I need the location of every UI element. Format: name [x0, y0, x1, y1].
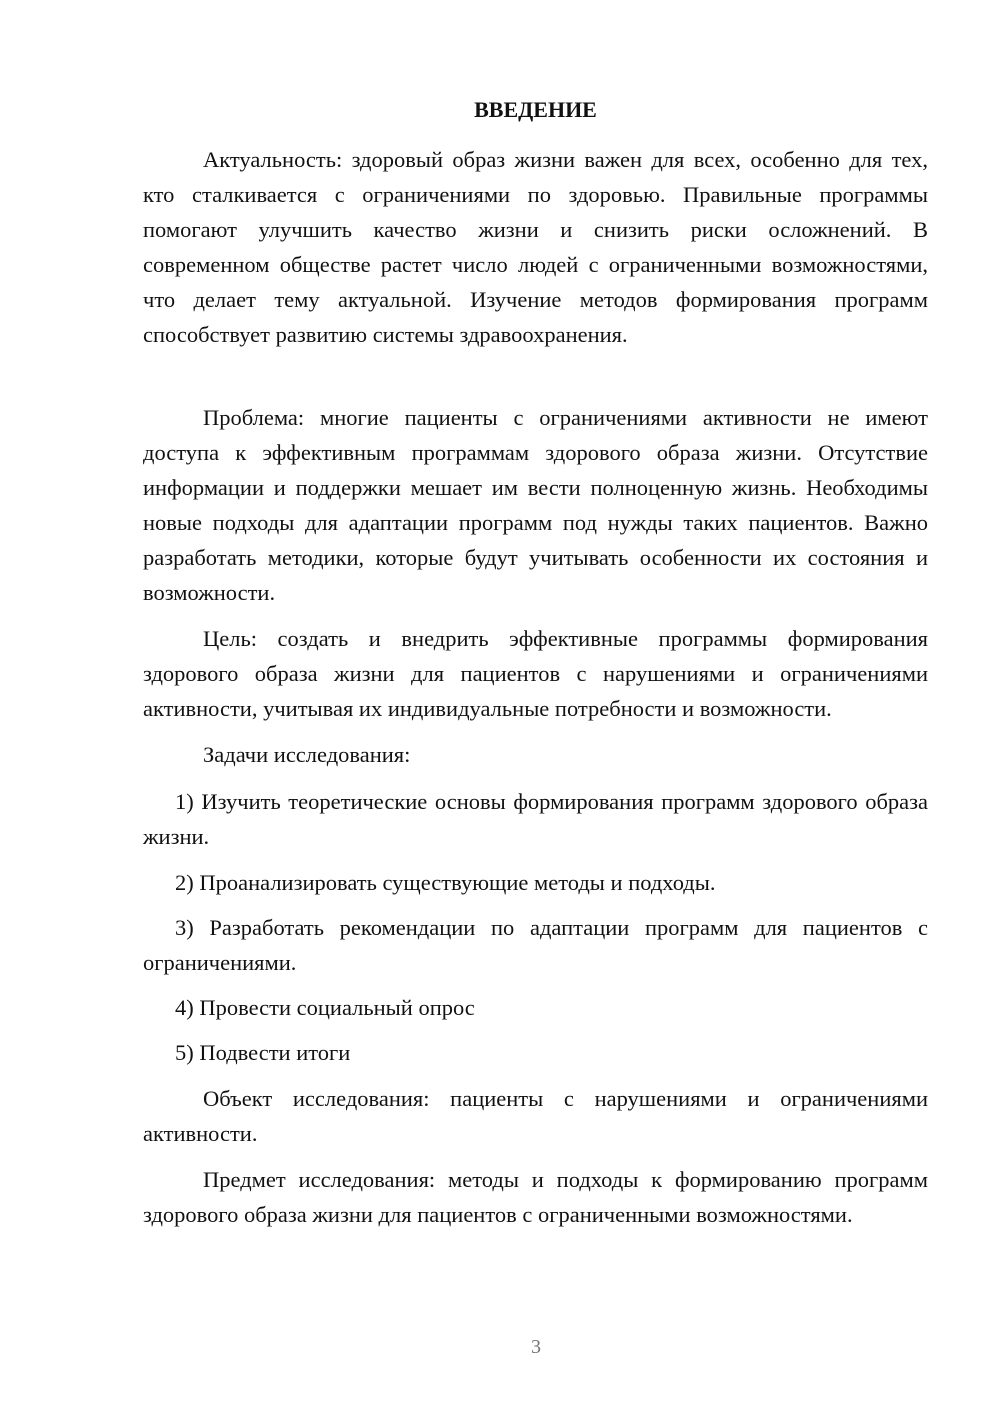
task-item-1: 1) Изучить теоретические основы формирования программ здорового образа жизни. [143, 789, 928, 849]
task-item-3: 3) Разработать рекомендации по адаптации программ для пациентов с ограничениями. [143, 915, 928, 975]
tasks-heading: Задачи исследования: [203, 742, 411, 767]
task-item-4: 4) Провести социальный опрос [175, 995, 475, 1020]
task-item-5: 5) Подвести итоги [175, 1040, 351, 1065]
task-item-2: 2) Проанализировать существующие методы и подходы. [175, 870, 716, 895]
relevance-paragraph: Актуальность: здоровый образ жизни важен для всех, особенно для тех, кто сталкивается с ограничениями по здоровью. Правильные программы помогают улучшить качество жизни и снизить риски осложнений. В современном обществе растет число людей с ограниченными возможностями, что делает тему актуальной. Изучение методов формирования программ способствует развитию системы здравоохранения. [143, 147, 928, 347]
page-number: 3 [531, 1336, 541, 1358]
problem-paragraph: Проблема: многие пациенты с ограничениями активности не имеют доступа к эффективным программам здорового образа жизни. Отсутствие информации и поддержки мешает им вести полноценную жизнь. Необходимы новые подходы для адаптации программ под нужды таких пациентов. Важно разработать методики, которые будут учитывать особенности их состояния и возможности. [143, 405, 928, 605]
object-paragraph: Объект исследования: пациенты с нарушениями и ограничениями активности. [143, 1086, 928, 1146]
goal-paragraph: Цель: создать и внедрить эффективные программы формирования здорового образа жизни для пациентов с нарушениями и ограничениями активности, учитывая их индивидуальные потребности и возможности. [143, 626, 928, 721]
subject-paragraph: Предмет исследования: методы и подходы к формированию программ здорового образа жизни для пациентов с ограниченными возможностями. [143, 1167, 928, 1227]
page-title: ВВЕДЕНИЕ [474, 97, 597, 122]
